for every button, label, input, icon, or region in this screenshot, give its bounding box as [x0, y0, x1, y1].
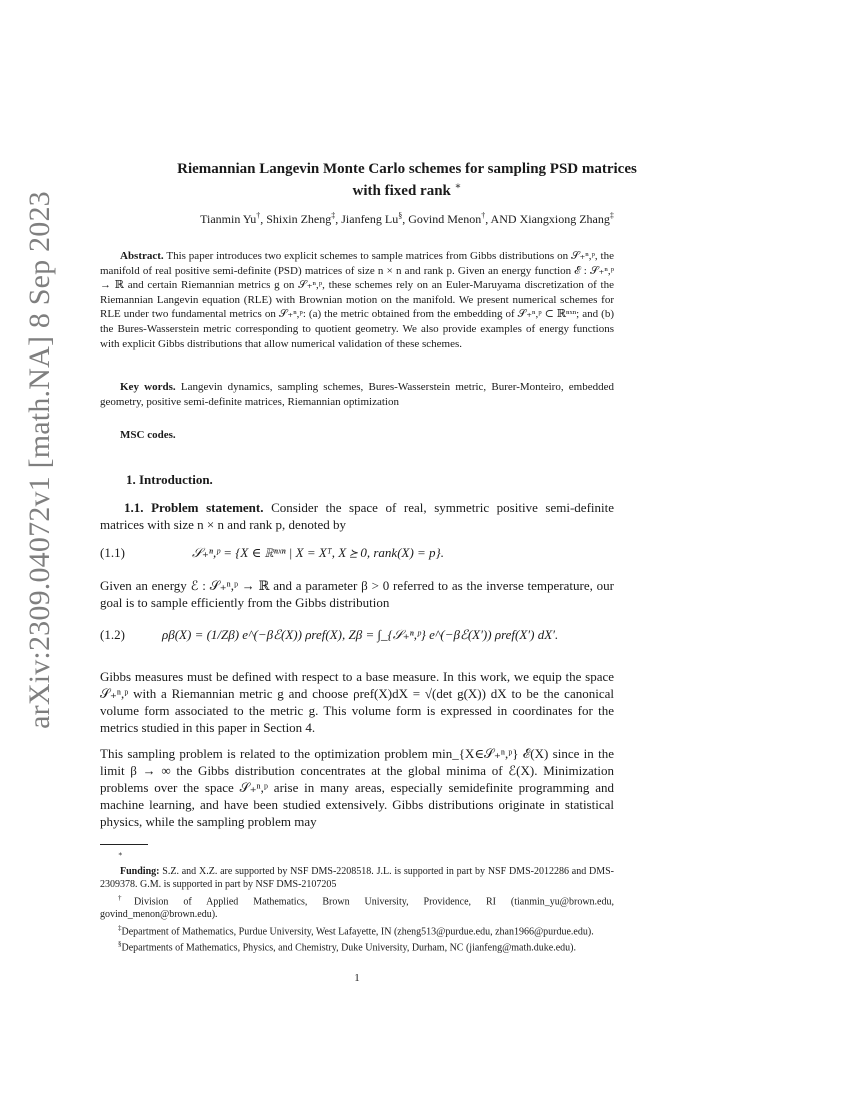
msc-codes-label: MSC codes. [120, 429, 176, 441]
author-name: Govind Menon [408, 212, 482, 226]
gibbs-measure-paragraph: Gibbs measures must be defined with respect to a base measure. In this work, we equip the space 𝒮₊ⁿ,ᵖ with a Riemannian metric g and choose ρref(X)dX = √(det g(X)) dX to be the canonical volume form associated to the metric g. This volume form is expressed in coordinates for the metrics studied in this paper in Section 4. [100, 669, 614, 735]
keywords [100, 380, 614, 409]
problem-statement-paragraph [100, 499, 614, 533]
title-line-2: with fixed rank [352, 183, 451, 199]
footnote-affiliation: Departments of Mathematics, Physics, and Chemistry, Duke University, Durham, NC (jianfeng@math.duke.edu). [121, 942, 576, 954]
equation-1-2 [100, 627, 614, 649]
author-separator: , [335, 212, 342, 226]
abstract-label: Abstract. [120, 250, 164, 262]
footnote-affiliation: Division of Applied Mathematics, Brown University, Providence, RI (tianmin_yu@brown.edu, govind_menon@brown.edu). [100, 895, 614, 921]
footnote-mark: ‡ [118, 923, 122, 932]
abstract [100, 249, 614, 351]
author-separator: , [260, 212, 267, 226]
footnote-mark: § [118, 940, 122, 949]
author-name: Tianmin Yu [200, 212, 257, 226]
keywords-label: Key words. [120, 381, 176, 393]
subsection-text: Consider the space of real, symmetric positive semi-definite matrices with size n × n and rank p, denoted by [100, 500, 615, 532]
funding-text: S.Z. and X.Z. are supported by NSF DMS-2208518. J.L. is supported in part by NSF DMS-2012286 and DMS-2309378. G.M. is supported in part by NSF DMS-2107205 [100, 865, 615, 891]
author-name: Xiangxiong Zhang [519, 212, 610, 226]
section-heading: 1. Introduction. [126, 472, 213, 487]
author-mark: ‡ [331, 211, 336, 220]
arxiv-identifier: arXiv:2309.04072v1 [math.NA] 8 Sep 2023 [23, 191, 56, 729]
footnote-mark: ∗ [118, 850, 123, 858]
author-separator: , AND [485, 212, 520, 226]
author-mark: † [481, 211, 486, 220]
author-mark: ‡ [609, 211, 614, 220]
arxiv-sidebar [16, 191, 64, 729]
funding-label: Funding: [120, 865, 160, 877]
author-mark: § [398, 211, 403, 220]
keywords-text: Langevin dynamics, sampling schemes, Bures-Wasserstein metric, Burer-Monteiro, embedded geometry, positive semi-definite matrices, Riemannian optimization [100, 381, 614, 408]
equation-number: (1.1) [100, 545, 125, 560]
paper-title [100, 160, 714, 200]
author-separator: , [402, 212, 409, 226]
title-footnote-mark: ∗ [454, 181, 462, 192]
author-list [100, 211, 714, 227]
equation-1-1 [100, 545, 614, 567]
equation-body: ρβ(X) = (1/Zβ) e^(−βℰ(X)) ρref(X), Zβ = ∫_{𝒮₊ⁿ,ᵖ} e^(−βℰ(X′)) ρref(X′) dX′. [162, 627, 559, 642]
author-name: Jianfeng Lu [341, 212, 399, 226]
energy-paragraph: Given an energy ℰ : 𝒮₊ⁿ,ᵖ → ℝ and a parameter β > 0 referred to as the inverse temperature, our goal is to sample efficiently from the Gibbs distribution [100, 578, 614, 610]
equation-body: 𝒮₊ⁿ,ᵖ = {X ∈ ℝⁿˣⁿ | X = Xᵀ, X ⪰ 0, rank(X) = p}. [192, 545, 445, 560]
page-number: 1 [354, 972, 360, 984]
footnote-affiliation: Department of Mathematics, Purdue University, West Lafayette, IN (zheng513@purdue.edu, zhan1966@purdue.edu). [121, 926, 594, 938]
footnotes [100, 848, 614, 955]
author-mark: † [256, 211, 261, 220]
subsection-heading: 1.1. Problem statement. [124, 500, 264, 515]
equation-number: (1.2) [100, 627, 125, 642]
footnote-rule [100, 844, 148, 845]
sampling-paragraph: This sampling problem is related to the optimization problem min_{X∈𝒮₊ⁿ,ᵖ} ℰ(X) since in the limit β → ∞ the Gibbs distribution concentrates at the global minima of ℰ(X). Minimization problems over the space 𝒮₊ⁿ,ᵖ arise in many areas, especially semidefinite programming and machine learning, and have been studied extensively. Gibbs distributions originate in statistical physics, while the sampling problem may [100, 746, 614, 829]
abstract-text: This paper introduces two explicit schemes to sample matrices from Gibbs distributions on 𝒮₊ⁿ,ᵖ, the manifold of real positive semi-definite (PSD) matrices of size n × n and rank p. Given an energy function ℰ : 𝒮₊ⁿ,ᵖ → ℝ and certain Riemannian metrics g on 𝒮₊ⁿ,ᵖ, these schemes rely on an Euler-Maruyama discretization of the Riemannian Langevin equation (RLE) with Brownian motion on the manifold. We present numerical schemes for RLE under two fundamental metrics on 𝒮₊ⁿ,ᵖ: (a) the metric obtained from the embedding of 𝒮₊ⁿ,ᵖ ⊂ ℝⁿˣⁿ; and (b) the Bures-Wasserstein metric corresponding to quotient geometry. We also provide examples of energy functions with explicit Gibbs distributions that allow numerical validation of these schemes. [100, 250, 614, 350]
footnote-mark: † [118, 893, 134, 902]
title-line-1: Riemannian Langevin Monte Carlo schemes for sampling PSD matrices [177, 161, 637, 177]
author-name: Shixin Zheng [266, 212, 332, 226]
